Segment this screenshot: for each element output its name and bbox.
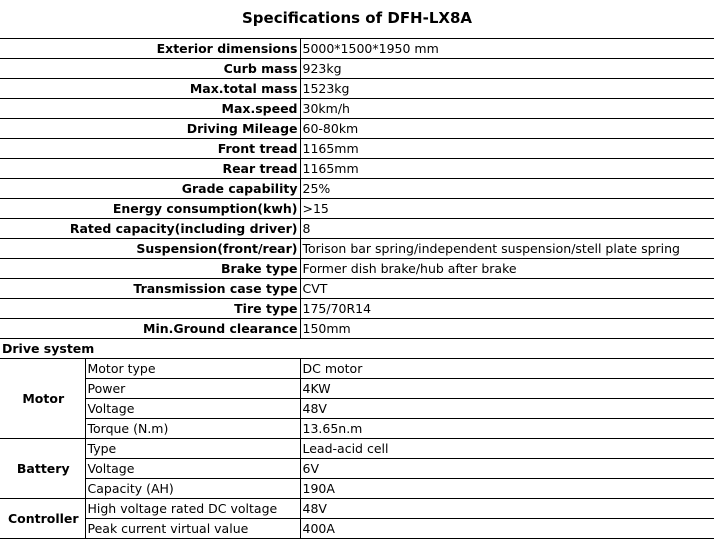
spec-row <box>0 279 714 299</box>
drive-label: Motor type <box>85 359 300 379</box>
drive-value: 6V <box>300 459 714 479</box>
spec-value: 1165mm <box>300 159 714 179</box>
spec-value: >15 <box>300 199 714 219</box>
drive-value: Lead-acid cell <box>300 439 714 459</box>
spec-value: CVT <box>300 279 714 299</box>
drive-label: Type <box>85 439 300 459</box>
drive-row <box>0 359 714 379</box>
spec-value: 1523kg <box>300 79 714 99</box>
section-row <box>0 339 714 359</box>
spec-value: 30km/h <box>300 99 714 119</box>
spec-label: Front tread <box>0 139 300 159</box>
spec-label: Curb mass <box>0 59 300 79</box>
drive-row <box>0 399 714 419</box>
spec-value: 150mm <box>300 319 714 339</box>
spec-value: 175/70R14 <box>300 299 714 319</box>
spec-label: Max.speed <box>0 99 300 119</box>
page-title: Specifications of DFH-LX8A <box>241 9 473 27</box>
drive-label: High voltage rated DC voltage <box>85 499 300 519</box>
drive-value: 4KW <box>300 379 714 399</box>
spec-label: Max.total mass <box>0 79 300 99</box>
drive-row <box>0 379 714 399</box>
spec-table <box>0 38 714 539</box>
drive-value: 190A <box>300 479 714 499</box>
spec-label: Tire type <box>0 299 300 319</box>
group-name: Motor <box>0 359 85 439</box>
drive-row <box>0 419 714 439</box>
spec-row <box>0 139 714 159</box>
group-name: Battery <box>0 439 85 499</box>
spec-label: Brake type <box>0 259 300 279</box>
drive-row <box>0 499 714 519</box>
spec-value: 8 <box>300 219 714 239</box>
drive-label: Torque (N.m) <box>85 419 300 439</box>
drive-value: 13.65n.m <box>300 419 714 439</box>
spec-row <box>0 259 714 279</box>
drive-value: DC motor <box>300 359 714 379</box>
spec-row <box>0 59 714 79</box>
spec-row <box>0 299 714 319</box>
spec-value: 25% <box>300 179 714 199</box>
spec-value: 923kg <box>300 59 714 79</box>
drive-label: Capacity (AH) <box>85 479 300 499</box>
spec-label: Rear tread <box>0 159 300 179</box>
drive-label: Peak current virtual value <box>85 519 300 539</box>
spec-label: Grade capability <box>0 179 300 199</box>
section-heading: Drive system <box>0 339 714 359</box>
spec-value: 60-80km <box>300 119 714 139</box>
spec-label: Exterior dimensions <box>0 39 300 59</box>
spec-row <box>0 319 714 339</box>
spec-value: Torison bar spring/independent suspension/stell plate spring <box>300 239 714 259</box>
group-name: Controller <box>0 499 85 539</box>
drive-label: Power <box>85 379 300 399</box>
spec-row <box>0 159 714 179</box>
spec-label: Transmission case type <box>0 279 300 299</box>
spec-row <box>0 99 714 119</box>
spec-row <box>0 39 714 59</box>
drive-label: Voltage <box>85 399 300 419</box>
drive-label: Voltage <box>85 459 300 479</box>
spec-label: Suspension(front/rear) <box>0 239 300 259</box>
spec-label: Driving Mileage <box>0 119 300 139</box>
drive-value: 48V <box>300 399 714 419</box>
spec-row <box>0 239 714 259</box>
spec-table-body <box>0 39 714 539</box>
spec-row <box>0 179 714 199</box>
spec-row <box>0 199 714 219</box>
spec-label: Rated capacity(including driver) <box>0 219 300 239</box>
spec-row <box>0 119 714 139</box>
drive-value: 48V <box>300 499 714 519</box>
drive-value: 400A <box>300 519 714 539</box>
drive-row <box>0 459 714 479</box>
spec-label: Min.Ground clearance <box>0 319 300 339</box>
drive-row <box>0 479 714 499</box>
spec-value: Former dish brake/hub after brake <box>300 259 714 279</box>
spec-label: Energy consumption(kwh) <box>0 199 300 219</box>
spec-value: 1165mm <box>300 139 714 159</box>
spec-row <box>0 79 714 99</box>
spec-value: 5000*1500*1950 mm <box>300 39 714 59</box>
drive-row <box>0 439 714 459</box>
spec-row <box>0 219 714 239</box>
